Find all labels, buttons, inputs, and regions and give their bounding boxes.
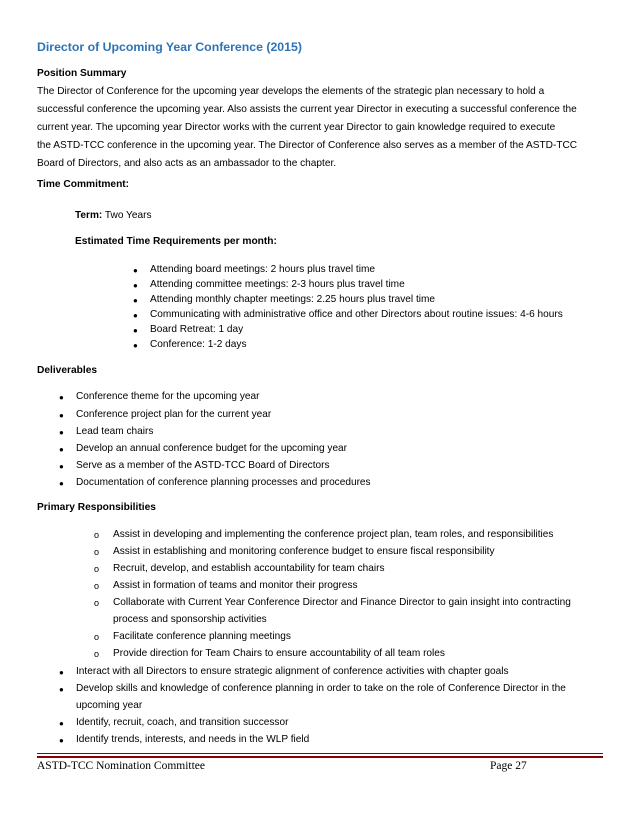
circle-bullet-icon: o (94, 649, 100, 659)
bullet-icon: ● (59, 736, 64, 745)
bullet-icon: ● (59, 393, 64, 402)
sub-list-item-continued: process and sponsorship activities (113, 614, 267, 625)
deliverables-heading: Deliverables (37, 365, 98, 376)
summary-line: the ASTD-TCC conference in the upcoming year. The Director of Conference also serves as a member of the ASTD-TCC (37, 140, 578, 151)
primary-responsibilities-heading: Primary Responsibilities (37, 502, 156, 513)
bullet-icon: ● (133, 311, 138, 320)
summary-line: successful conference the upcoming year. Also assists the current year Director in executing a successful conference the (37, 104, 577, 115)
bullet-icon: ● (59, 685, 64, 694)
page-title: Director of Upcoming Year Conference (2015) (37, 40, 302, 54)
circle-bullet-icon: o (94, 547, 100, 557)
list-item: Develop skills and knowledge of conference planning in order to take on the role of Conference Director in the (76, 683, 566, 694)
circle-bullet-icon: o (94, 581, 100, 591)
footer-divider (37, 756, 603, 758)
list-item: Attending monthly chapter meetings: 2.25 hours plus travel time (150, 294, 436, 305)
time-commitment-heading: Time Commitment: (37, 179, 130, 190)
list-item: Develop an annual conference budget for the upcoming year (76, 443, 348, 454)
term-line (75, 210, 152, 221)
bullet-icon: ● (59, 428, 64, 437)
bullet-icon: ● (59, 668, 64, 677)
bullet-icon: ● (133, 281, 138, 290)
list-item: Conference theme for the upcoming year (76, 391, 260, 402)
sub-list-item: Assist in developing and implementing the conference project plan, team roles, and responsibilities (113, 529, 554, 540)
bullet-icon: ● (133, 341, 138, 350)
circle-bullet-icon: o (94, 632, 100, 642)
list-item: Attending board meetings: 2 hours plus travel time (150, 264, 375, 275)
list-item: Communicating with administrative office and other Directors about routine issues: 4-6 hours (150, 309, 563, 320)
circle-bullet-icon: o (94, 598, 100, 608)
term-label: Term: (75, 210, 103, 221)
term-value: Two Years (104, 210, 152, 221)
bullet-icon: ● (133, 326, 138, 335)
bullet-icon: ● (133, 296, 138, 305)
sub-list-item: Assist in establishing and monitoring conference budget to ensure fiscal responsibility (113, 546, 495, 557)
list-item-continued: upcoming year (76, 700, 143, 711)
list-item: Conference project plan for the current year (76, 409, 272, 420)
sub-list-item: Collaborate with Current Year Conference Director and Finance Director to gain insight into contracting (113, 597, 571, 608)
sub-list-item: Recruit, develop, and establish accountability for team chairs (113, 563, 385, 574)
list-item: Serve as a member of the ASTD-TCC Board of Directors (76, 460, 330, 471)
list-item: Board Retreat: 1 day (150, 324, 244, 335)
list-item: Interact with all Directors to ensure strategic alignment of conference activities with chapter goals (76, 666, 509, 677)
bullet-icon: ● (59, 719, 64, 728)
sub-list-item: Facilitate conference planning meetings (113, 631, 291, 642)
list-item: Attending committee meetings: 2-3 hours plus travel time (150, 279, 405, 290)
bullet-icon: ● (59, 411, 64, 420)
estimated-time-heading: Estimated Time Requirements per month: (75, 236, 277, 247)
page-number: Page 27 (490, 760, 527, 772)
bullet-icon: ● (133, 266, 138, 275)
list-item: Documentation of conference planning processes and procedures (76, 477, 371, 488)
footer-organization: ASTD-TCC Nomination Committee (37, 760, 206, 772)
list-item: Conference: 1-2 days (150, 339, 247, 350)
summary-line: Board of Directors, and also acts as an ambassador to the chapter. (37, 158, 337, 169)
list-item: Identify trends, interests, and needs in the WLP field (76, 734, 310, 745)
bullet-icon: ● (59, 479, 64, 488)
sub-list-item: Assist in formation of teams and monitor their progress (113, 580, 358, 591)
bullet-icon: ● (59, 445, 64, 454)
position-summary-heading: Position Summary (37, 68, 127, 79)
footer-divider (37, 753, 603, 754)
circle-bullet-icon: o (94, 530, 100, 540)
sub-list-item: Provide direction for Team Chairs to ensure accountability of all team roles (113, 648, 445, 659)
bullet-icon: ● (59, 462, 64, 471)
list-item: Lead team chairs (76, 426, 154, 437)
list-item: Identify, recruit, coach, and transition successor (76, 717, 289, 728)
circle-bullet-icon: o (94, 564, 100, 574)
summary-line: current year. The upcoming year Director works with the current year Director to gain knowledge required to execute (37, 122, 556, 133)
summary-line: The Director of Conference for the upcoming year develops the elements of the strategic plan necessary to hold a (37, 86, 545, 97)
